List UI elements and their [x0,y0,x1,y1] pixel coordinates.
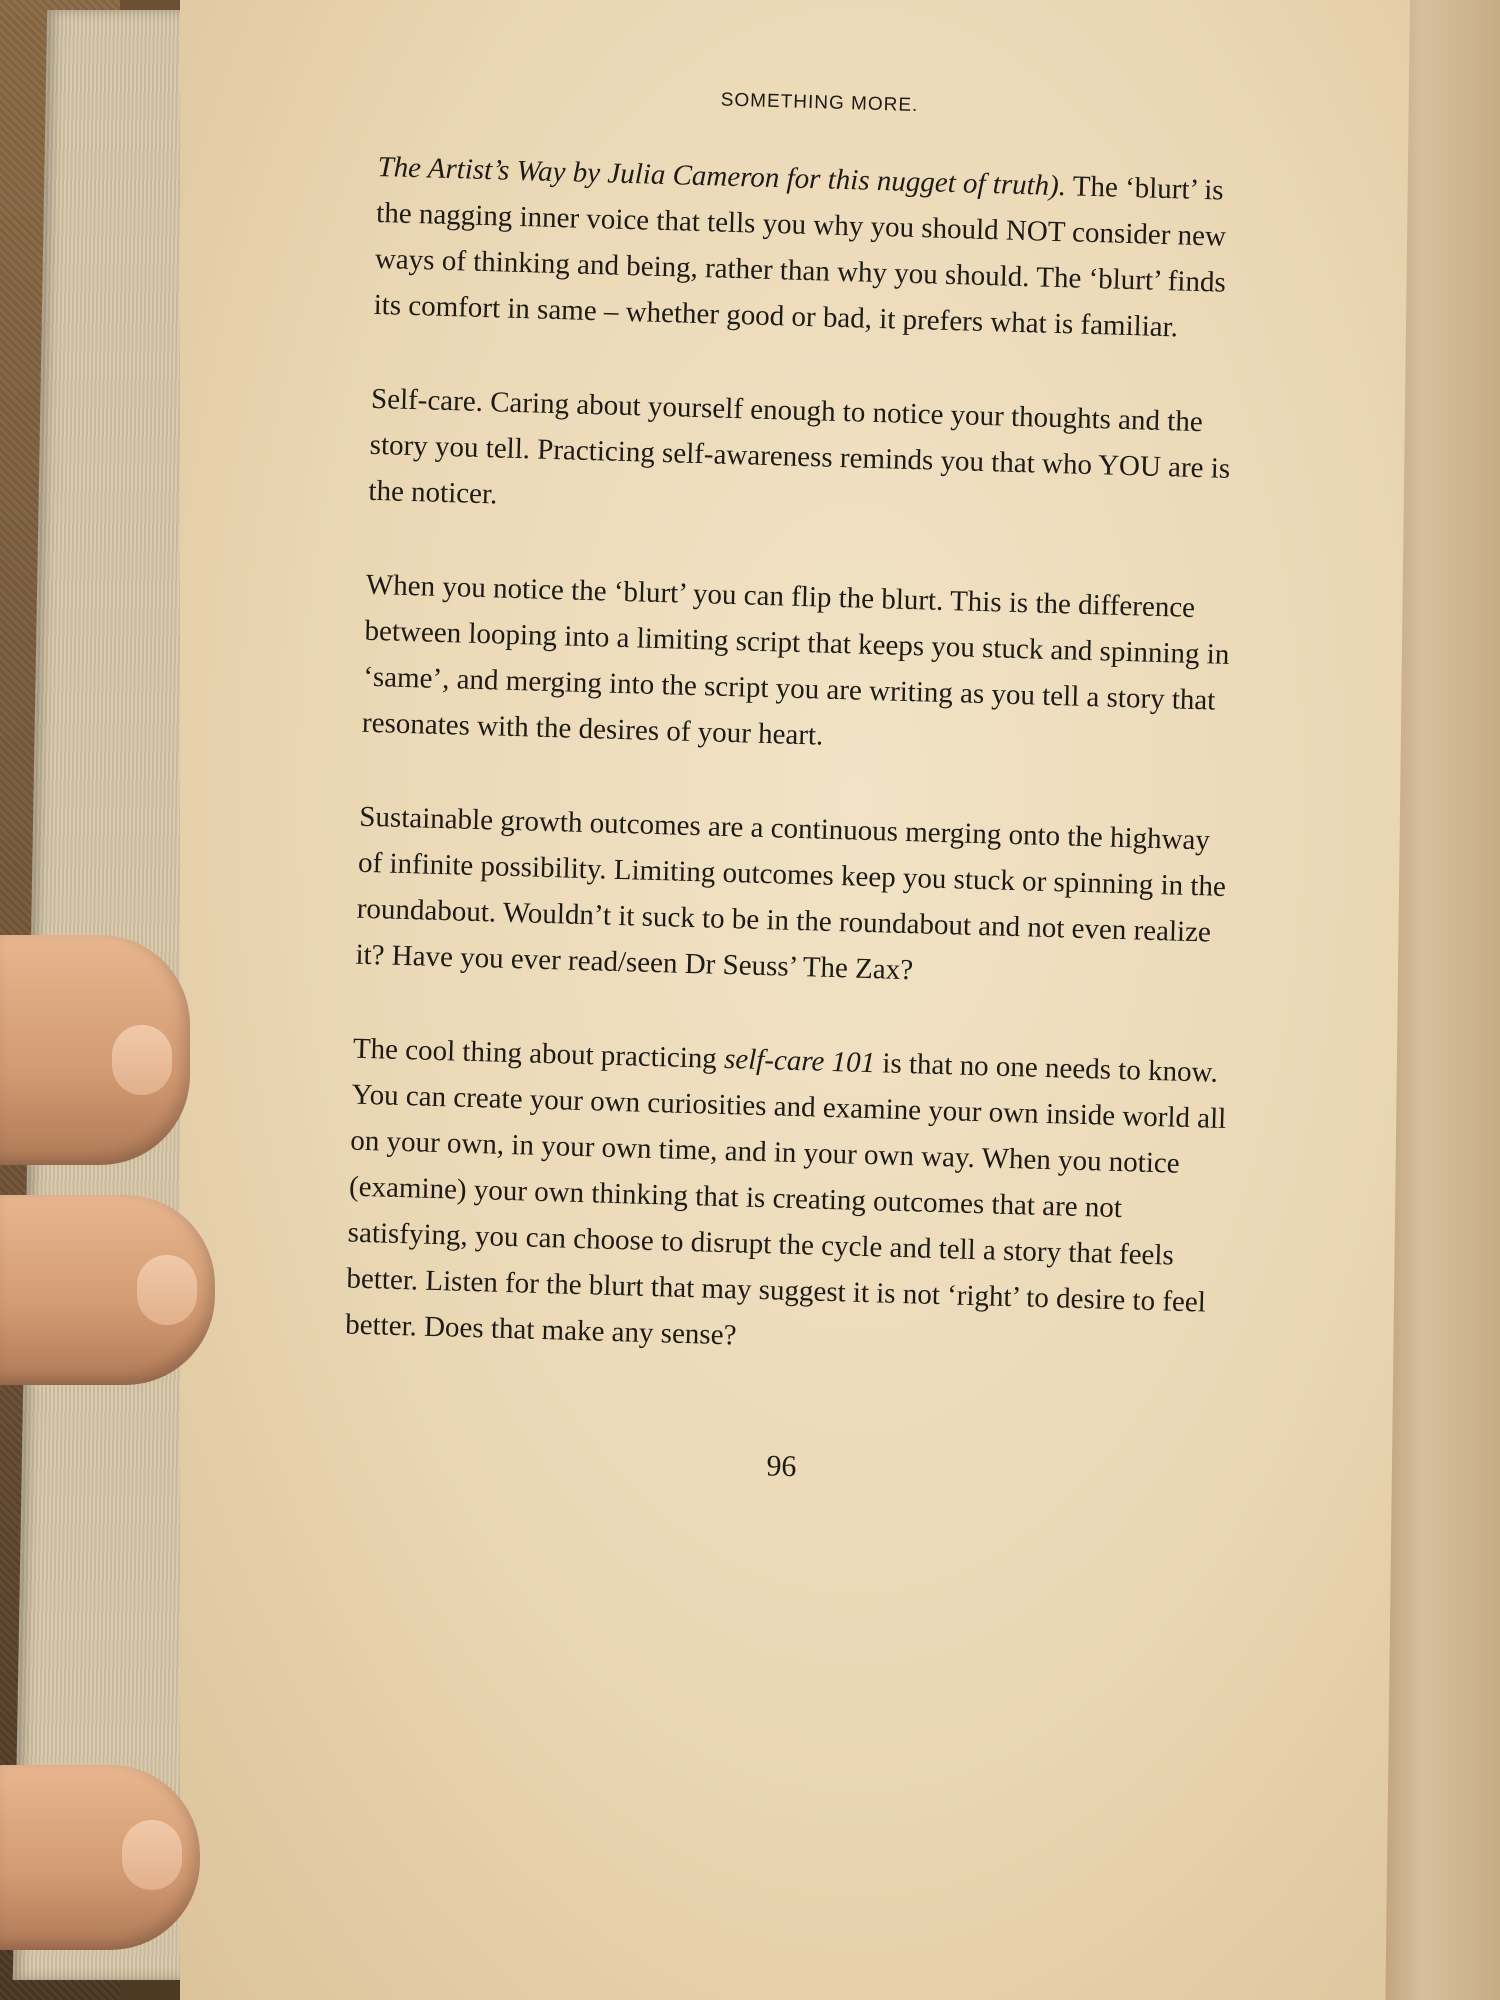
paragraph-5 [345,1026,1234,1372]
finger [0,935,190,1165]
fingernail [122,1820,182,1890]
paragraph-4: Sustainable growth outcomes are a continuous merging onto the highway of infinite possibility. Limiting outcomes keep you stuck or spinning in the roundabout. Wouldn’t it suck to be in the roundabout and not even realize it? Have you ever read/seen Dr Seuss’ The Zax? [355,800,1227,987]
running-head: SOMETHING MORE. [720,89,919,117]
paragraph-1-italic-lead: The Artist’s Way by Julia Cameron for this nugget of truth). [377,150,1067,203]
paragraph-1 [373,144,1258,352]
paragraph-5-after: is that no one needs to know. You can create your own curiosities and examine your own inside world all on your own, in your own time, and in your own way. When you notice (examine) your own thinking that is creating outcomes that are not satisfying, you can choose to disrupt the cycle and tell a story that feels better. Listen for the blurt that may suggest it is not ‘right’ to desire to feel better. Does that make any sense? [344,1047,1227,1352]
fingernail [137,1255,197,1325]
paragraph-1-text: The ‘blurt’ is the nagging inner voice that tells you why you should NOT consider new ways of thinking and being, rather than why you should. The ‘blurt’ finds its comfort in same – whether good or bad, it prefers what is familiar. [373,170,1227,344]
paragraph-5-before: The cool thing about practicing [352,1032,725,1075]
page-content [341,80,1260,1496]
paragraph-3: When you notice the ‘blurt’ you can flip the blurt. This is the difference between looping into a limiting script that keeps you stuck and spinning in ‘same’, and merging into the script you are writing as you tell a story that resonates with the desires of your heart. [361,568,1230,752]
paragraph-5-italic: self-care 101 [723,1042,876,1080]
finger [0,1765,200,1950]
fingernail [112,1025,172,1095]
page-number: 96 [765,1449,797,1484]
paragraph-2: Self-care. Caring about yourself enough to notice your thoughts and the story you tell. Practicing self-awareness reminds you that who YOU are is the noticer. [368,382,1231,511]
finger [0,1195,215,1385]
